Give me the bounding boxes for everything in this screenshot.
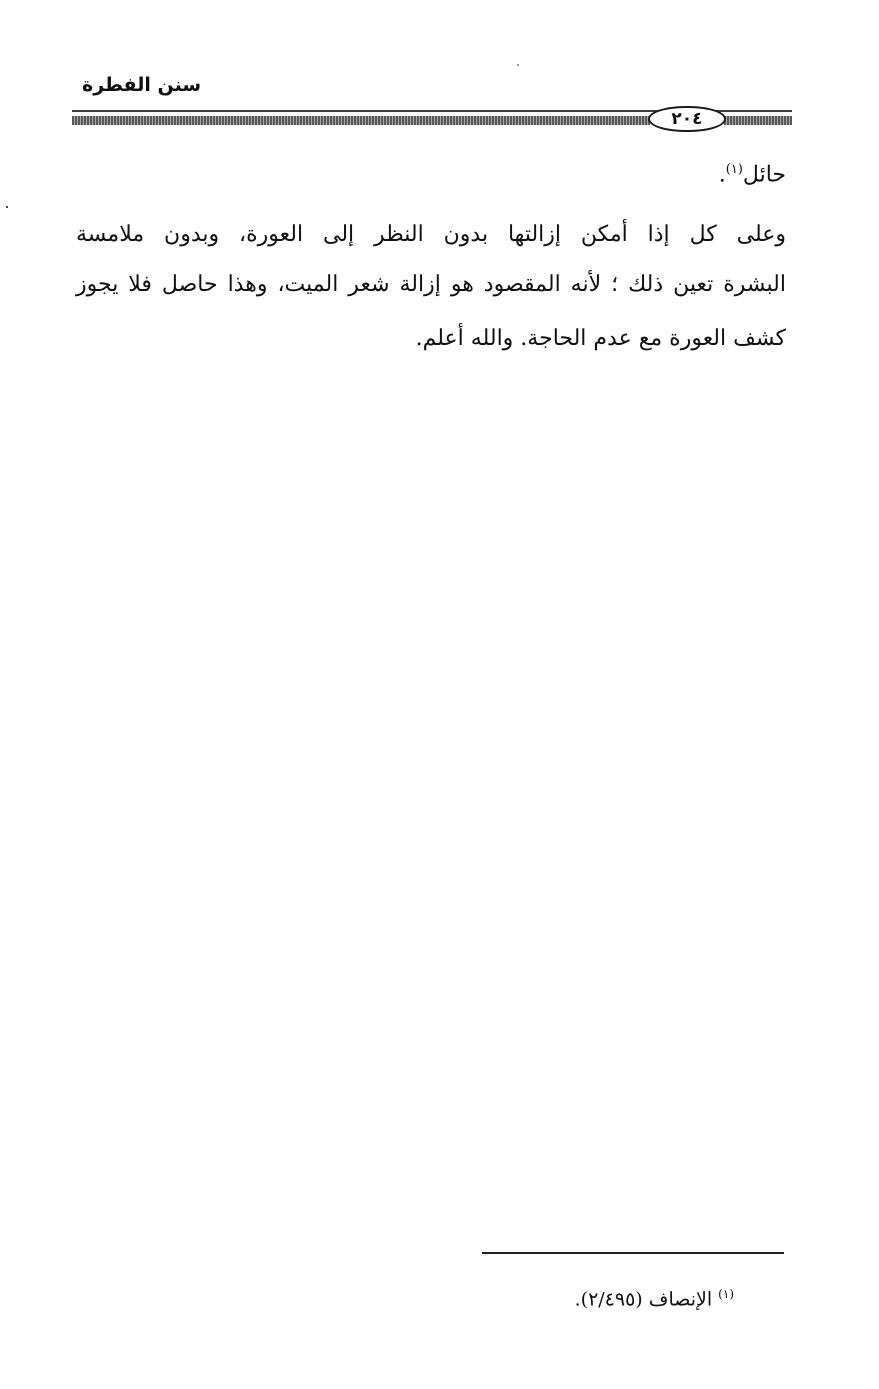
scan-speck <box>6 206 8 208</box>
body-line-2: وعلى كل إذا أمكن إزالتها بدون النظر إلى العورة، وبدون ملامسة <box>76 222 786 247</box>
footnote-text: الإنصاف (٢/٤٩٥). <box>574 1288 713 1311</box>
scan-speck <box>517 64 519 66</box>
footnote-mark: (١) <box>718 1287 734 1301</box>
footnote <box>476 1287 734 1310</box>
header-ornament-band-right <box>724 116 792 125</box>
body-line-4: كشف العورة مع عدم الحاجة. والله أعلم. <box>415 326 786 351</box>
footnote-reference[interactable]: (١) <box>725 162 743 177</box>
body-line-3: البشرة تعين ذلك ؛ لأنه المقصود هو إزالة شعر الميت، وهذا حاصل فلا يجوز <box>76 272 786 297</box>
header-ornament-band-left <box>72 116 650 125</box>
page-number: ٢٠٤ <box>671 109 703 129</box>
footnote-separator <box>482 1252 784 1254</box>
body-line-1 <box>76 162 786 187</box>
body-line-1-end: . <box>718 162 726 188</box>
running-header-title: سنن الفطرة <box>82 74 202 96</box>
body-line-1-text: حائل <box>742 162 786 188</box>
